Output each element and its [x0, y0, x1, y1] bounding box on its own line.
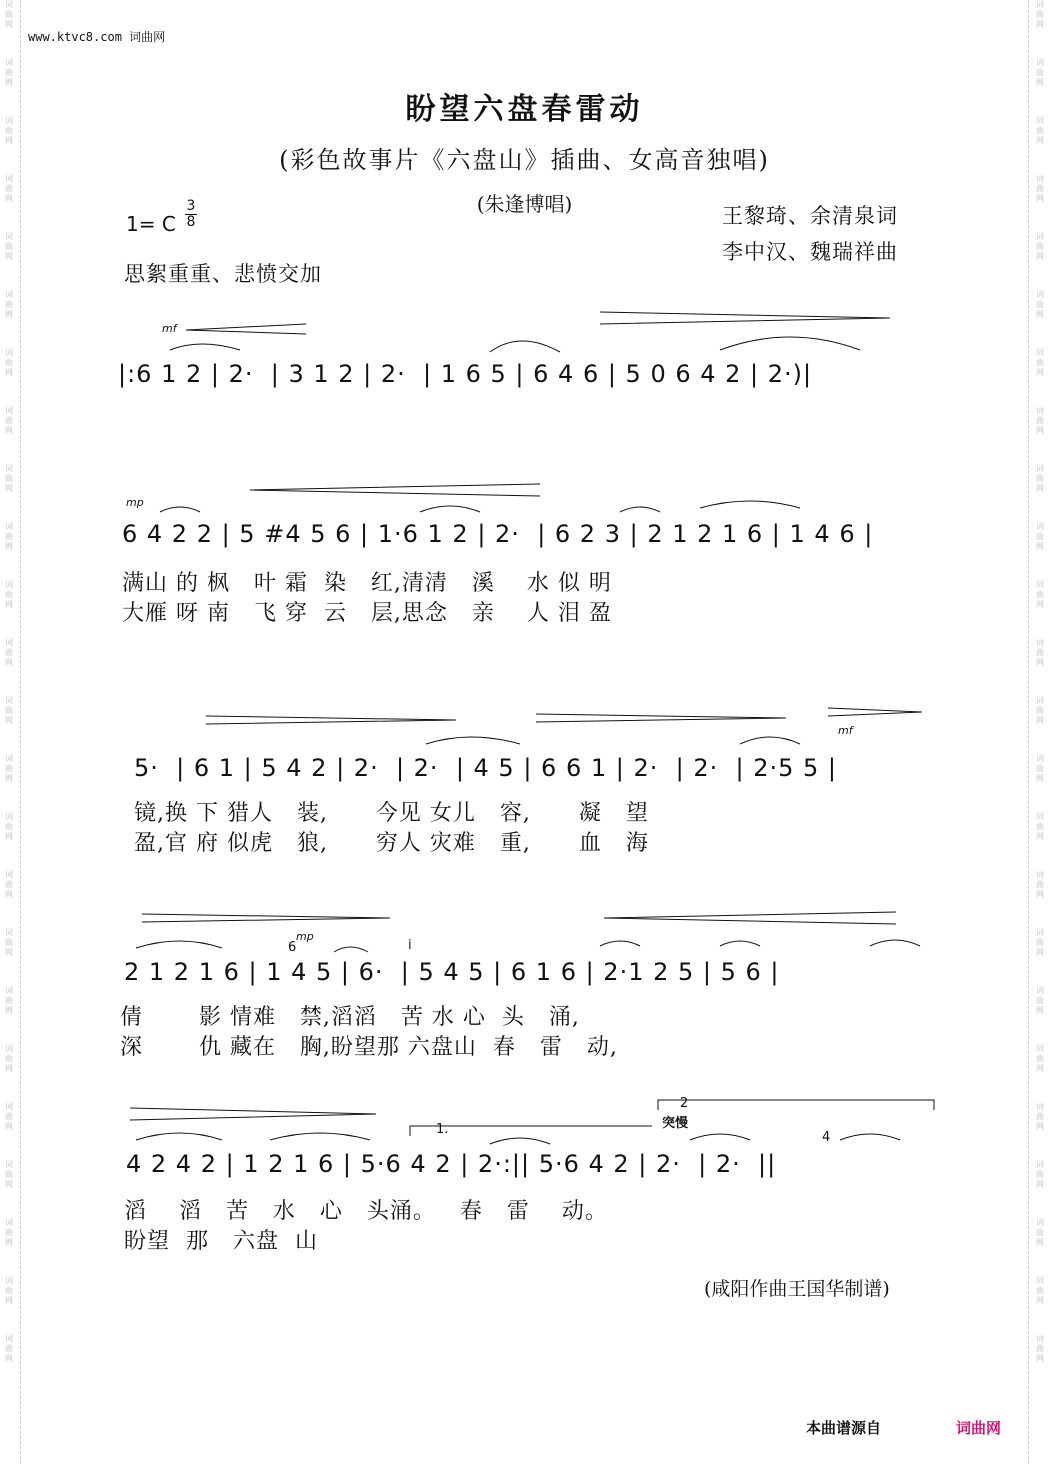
watermark-glyph: 网 — [5, 832, 13, 841]
decrescendo-hairpin — [600, 312, 890, 324]
watermark-glyph: 网 — [1036, 1354, 1044, 1363]
watermark-glyph: 曲 — [1036, 358, 1044, 367]
watermark-glyph: 曲 — [1036, 242, 1044, 251]
watermark-glyph: 网 — [1036, 20, 1044, 29]
watermark-glyph: 词 — [1036, 174, 1044, 183]
watermark-glyph-group — [0, 1160, 18, 1190]
watermark-glyph: 词 — [5, 348, 13, 357]
composer-credit: 李中汉、魏瑞祥曲 — [722, 240, 898, 264]
watermark-glyph: 网 — [1036, 774, 1044, 783]
watermark-glyph: 词 — [1036, 696, 1044, 705]
watermark-glyph: 词 — [5, 522, 13, 531]
slur — [426, 737, 520, 744]
watermark-glyph: 网 — [1036, 658, 1044, 667]
crescendo-hairpin — [250, 484, 540, 496]
watermark-glyph: 词 — [5, 1102, 13, 1111]
watermark-glyph: 网 — [5, 1238, 13, 1247]
watermark-glyph: 词 — [1036, 406, 1044, 415]
notation-line-1: |:6 1 2 | 2· | 3 1 2 | 2· | 1 6 5 | 6 4 6 | 5 0 6 4 2 | 2·)| — [118, 360, 813, 388]
notation-line-3: 5· | 6 1 | 5 4 2 | 2· | 2· | 4 5 | 6 6 1 | 2· | 2· | 2·5 5 | — [134, 754, 837, 782]
watermark-glyph-group — [1031, 1334, 1049, 1364]
watermark-glyph-group — [1031, 812, 1049, 842]
watermark-glyph: 曲 — [1036, 184, 1044, 193]
watermark-glyph: 词 — [1036, 1160, 1044, 1169]
watermark-glyph-group — [0, 0, 18, 30]
left-border-line — [20, 0, 21, 1464]
watermark-glyph: 网 — [5, 252, 13, 261]
watermark-glyph: 词 — [1036, 1044, 1044, 1053]
watermark-glyph: 网 — [5, 78, 13, 87]
first-ending-label: 1. — [436, 1122, 449, 1137]
watermark-glyph: 网 — [1036, 1064, 1044, 1073]
slur — [700, 501, 800, 508]
watermark-glyph: 曲 — [1036, 764, 1044, 773]
watermark-glyph: 网 — [1036, 252, 1044, 261]
watermark-glyph: 曲 — [5, 242, 13, 251]
song-title: 盼望六盘春雷动 — [405, 92, 644, 127]
watermark-glyph-group — [1031, 870, 1049, 900]
watermark-glyph: 词 — [1036, 986, 1044, 995]
watermark-glyph-group — [1031, 986, 1049, 1016]
watermark-glyph-group — [0, 1276, 18, 1306]
watermark-glyph: 词 — [1036, 232, 1044, 241]
watermark-glyph: 网 — [5, 948, 13, 957]
slur — [490, 1138, 550, 1144]
watermark-glyph-group — [1031, 290, 1049, 320]
slur — [600, 941, 640, 946]
watermark-glyph: 网 — [5, 542, 13, 551]
tempo-mark: 突慢 — [662, 1116, 689, 1131]
watermark-glyph: 词 — [5, 638, 13, 647]
watermark-glyph: 曲 — [5, 532, 13, 541]
time-signature-top: 3 — [186, 198, 196, 214]
watermark-glyph: 词 — [5, 232, 13, 241]
watermark-glyph: 曲 — [5, 1344, 13, 1353]
transcriber-credit: (咸阳作曲王国华制谱) — [704, 1278, 890, 1300]
decrescendo-hairpin — [130, 1108, 376, 1120]
watermark-glyph-group — [0, 406, 18, 436]
notation-line-2: 6 4 2 2 | 5 #4 5 6 | 1·6 1 2 | 2· | 6 2 3 | 2 1 2 1 6 | 1 4 6 | — [122, 520, 874, 548]
performance-mood: 思絮重重、悲愤交加 — [124, 262, 322, 286]
watermark-glyph: 曲 — [5, 474, 13, 483]
watermark-glyph: 网 — [1036, 1122, 1044, 1131]
dynamic-mark: mf — [838, 724, 853, 737]
watermark-glyph-group — [1031, 522, 1049, 552]
watermark-glyph-group — [1031, 1102, 1049, 1132]
singer-credit: (朱逢博唱) — [476, 192, 573, 216]
watermark-glyph: 曲 — [5, 184, 13, 193]
key-signature: 1= C — [126, 212, 176, 236]
watermark-glyph-group — [1031, 1218, 1049, 1248]
watermark-glyph: 词 — [5, 0, 13, 9]
watermark-glyph: 曲 — [5, 706, 13, 715]
watermark-glyph-group — [1031, 232, 1049, 262]
lyric-line-5-verse-2: 盼望 那 六盘 山 — [124, 1229, 318, 1254]
watermark-glyph: 网 — [1036, 426, 1044, 435]
decrescendo-hairpin — [206, 716, 456, 724]
decrescendo-hairpin — [536, 714, 786, 722]
watermark-glyph-group — [0, 290, 18, 320]
watermark-glyph: 词 — [5, 812, 13, 821]
watermark-glyph: 曲 — [1036, 126, 1044, 135]
watermark-glyph: 曲 — [1036, 1228, 1044, 1237]
watermark-glyph: 词 — [1036, 580, 1044, 589]
watermark-glyph: 曲 — [5, 822, 13, 831]
slur — [740, 737, 800, 744]
watermark-glyph-group — [1031, 754, 1049, 784]
slur — [160, 507, 200, 512]
watermark-glyph: 词 — [1036, 812, 1044, 821]
watermark-glyph: 词 — [5, 1044, 13, 1053]
slur — [720, 337, 860, 350]
watermark-glyph: 词 — [5, 406, 13, 415]
footer-source-label: 本曲谱源自 — [806, 1419, 882, 1437]
watermark-glyph: 网 — [1036, 542, 1044, 551]
watermark-glyph-group — [1031, 696, 1049, 726]
lyric-line-4-verse-2: 深 仇 藏在 胸,盼望那 六盘山 春 雷 动, — [120, 1035, 618, 1060]
watermark-glyph: 曲 — [1036, 532, 1044, 541]
watermark-glyph: 曲 — [5, 880, 13, 889]
watermark-glyph: 词 — [1036, 870, 1044, 879]
watermark-glyph: 网 — [5, 20, 13, 29]
watermark-glyph-group — [1031, 348, 1049, 378]
time-signature-bottom: 8 — [186, 214, 196, 230]
watermark-glyph: 曲 — [5, 1054, 13, 1063]
watermark-glyph: 词 — [5, 58, 13, 67]
watermark-glyph: 词 — [5, 870, 13, 879]
watermark-glyph: 网 — [5, 1064, 13, 1073]
lyric-line-3-verse-2: 盈,官 府 似虎 狼, 穷人 灾难 重, 血 海 — [134, 831, 649, 856]
watermark-glyph: 曲 — [1036, 10, 1044, 19]
lyric-line-3-verse-1: 镜,换 下 猎人 装, 今见 女儿 容, 凝 望 — [134, 801, 649, 826]
watermark-glyph: 网 — [1036, 1006, 1044, 1015]
slur — [690, 1134, 750, 1140]
slur — [170, 344, 240, 350]
watermark-glyph: 网 — [1036, 194, 1044, 203]
watermark-glyph: 曲 — [1036, 1170, 1044, 1179]
watermark-glyph-group — [0, 1044, 18, 1074]
watermark-glyph: 曲 — [5, 10, 13, 19]
watermark-glyph: 曲 — [5, 1286, 13, 1295]
lyric-line-4-verse-1: 倩 影 情难 禁,滔滔 苦 水 心 头 涌, — [120, 1005, 580, 1030]
crescendo-hairpin — [186, 324, 306, 334]
watermark-glyph-group — [1031, 1044, 1049, 1074]
watermark-glyph: 曲 — [1036, 822, 1044, 831]
watermark-glyph: 词 — [5, 754, 13, 763]
watermark-glyph: 词 — [1036, 522, 1044, 531]
watermark-glyph: 词 — [5, 1160, 13, 1169]
dynamic-mark: mf — [162, 322, 177, 335]
watermark-glyph: 词 — [1036, 754, 1044, 763]
right-watermark-strip — [1031, 0, 1049, 1464]
lyricist-credit: 王黎琦、余清泉词 — [722, 204, 898, 228]
notation-line-4: 2 1 2 1 6 | 1 4 5 | 6· | 5 4 5 | 6 1 6 | 2·1 2 5 | 5 6 | — [124, 958, 780, 986]
watermark-glyph: 网 — [1036, 1238, 1044, 1247]
watermark-glyph: 网 — [5, 600, 13, 609]
watermark-glyph: 词 — [5, 116, 13, 125]
watermark-glyph: 网 — [5, 310, 13, 319]
watermark-glyph-group — [0, 928, 18, 958]
watermark-glyph: 网 — [1036, 890, 1044, 899]
watermark-glyph: 词 — [5, 1276, 13, 1285]
watermark-glyph: 网 — [1036, 832, 1044, 841]
watermark-glyph: 网 — [1036, 484, 1044, 493]
watermark-glyph-group — [0, 1218, 18, 1248]
right-border-line — [1028, 0, 1029, 1464]
watermark-glyph-group — [1031, 580, 1049, 610]
second-ending-bracket — [658, 1100, 934, 1110]
lyric-line-5-verse-1: 滔 滔 苦 水 心 头涌。 春 雷 动。 — [124, 1199, 608, 1224]
watermark-glyph: 词 — [1036, 1276, 1044, 1285]
watermark-glyph: 网 — [5, 1122, 13, 1131]
song-subtitle: (彩色故事片《六盘山》插曲、女高音独唱) — [279, 146, 770, 174]
lyric-line-2-verse-1: 满山 的 枫 叶 霜 染 红,清清 溪 水 似 明 — [122, 571, 612, 596]
slur — [870, 940, 920, 946]
watermark-glyph-group — [0, 464, 18, 494]
watermark-glyph: 曲 — [1036, 1344, 1044, 1353]
watermark-glyph: 网 — [1036, 368, 1044, 377]
slur — [420, 506, 480, 512]
watermark-glyph: 词 — [5, 174, 13, 183]
watermark-glyph: 曲 — [5, 126, 13, 135]
watermark-glyph: 网 — [5, 484, 13, 493]
watermark-glyph: 词 — [5, 928, 13, 937]
watermark-glyph-group — [0, 232, 18, 262]
grace-note: i — [408, 938, 412, 953]
watermark-glyph: 词 — [1036, 1334, 1044, 1343]
watermark-glyph: 曲 — [1036, 300, 1044, 309]
watermark-glyph: 曲 — [5, 416, 13, 425]
watermark-glyph: 曲 — [1036, 880, 1044, 889]
watermark-glyph: 网 — [5, 1296, 13, 1305]
watermark-glyph-group — [0, 754, 18, 784]
watermark-glyph: 网 — [5, 1354, 13, 1363]
watermark-glyph: 曲 — [5, 1112, 13, 1121]
second-ending-label: 2 — [680, 1096, 689, 1111]
watermark-glyph: 曲 — [5, 1228, 13, 1237]
watermark-glyph-group — [1031, 928, 1049, 958]
watermark-glyph: 曲 — [1036, 1112, 1044, 1121]
dynamic-mark: mp — [296, 930, 314, 943]
slur — [334, 947, 368, 952]
decrescendo-hairpin — [828, 708, 922, 716]
watermark-glyph-group — [0, 580, 18, 610]
watermark-glyph-group — [0, 638, 18, 668]
watermark-glyph: 曲 — [5, 938, 13, 947]
watermark-glyph-group — [0, 522, 18, 552]
watermark-glyph: 词 — [5, 580, 13, 589]
watermark-glyph: 词 — [5, 696, 13, 705]
watermark-glyph: 词 — [5, 1218, 13, 1227]
watermark-glyph: 词 — [1036, 348, 1044, 357]
watermark-glyph: 曲 — [5, 1170, 13, 1179]
watermark-glyph: 词 — [1036, 116, 1044, 125]
watermark-glyph-group — [0, 812, 18, 842]
decrescendo-hairpin — [142, 914, 390, 922]
watermark-glyph-group — [1031, 0, 1049, 30]
watermark-glyph: 词 — [5, 1334, 13, 1343]
watermark-glyph-group — [1031, 406, 1049, 436]
slur — [720, 941, 760, 946]
grace-note: 6 — [288, 940, 297, 955]
grace-note: 4 — [822, 1130, 831, 1145]
watermark-glyph: 网 — [5, 426, 13, 435]
slur — [620, 507, 660, 512]
watermark-glyph: 网 — [5, 1180, 13, 1189]
slur — [840, 1134, 900, 1140]
watermark-glyph: 词 — [1036, 0, 1044, 9]
watermark-glyph: 曲 — [5, 358, 13, 367]
watermark-glyph: 网 — [5, 658, 13, 667]
watermark-glyph: 网 — [1036, 1180, 1044, 1189]
slur — [136, 1133, 222, 1140]
watermark-glyph: 网 — [1036, 136, 1044, 145]
watermark-glyph-group — [0, 348, 18, 378]
watermark-glyph-group — [1031, 464, 1049, 494]
watermark-glyph: 曲 — [1036, 416, 1044, 425]
watermark-glyph: 网 — [5, 774, 13, 783]
notation-line-5: 4 2 4 2 | 1 2 1 6 | 5·6 4 2 | 2·:|| 5·6 4 2 | 2· | 2· || — [126, 1150, 777, 1178]
watermark-glyph-group — [1031, 1160, 1049, 1190]
watermark-glyph: 曲 — [1036, 1286, 1044, 1295]
watermark-glyph: 曲 — [1036, 68, 1044, 77]
crescendo-hairpin — [604, 912, 896, 924]
watermark-glyph: 词 — [1036, 928, 1044, 937]
watermark-glyph: 词 — [1036, 464, 1044, 473]
watermark-glyph: 词 — [1036, 1218, 1044, 1227]
watermark-glyph: 网 — [1036, 1296, 1044, 1305]
watermark-glyph-group — [0, 1334, 18, 1364]
watermark-glyph: 曲 — [5, 590, 13, 599]
watermark-glyph: 网 — [5, 890, 13, 899]
dynamic-mark: mp — [126, 496, 144, 509]
watermark-glyph: 词 — [5, 986, 13, 995]
time-signature — [185, 199, 197, 230]
watermark-glyph: 曲 — [1036, 706, 1044, 715]
watermark-glyph-group — [1031, 638, 1049, 668]
watermark-glyph: 网 — [1036, 948, 1044, 957]
watermark-glyph-group — [0, 870, 18, 900]
watermark-glyph: 曲 — [5, 764, 13, 773]
slur — [490, 341, 560, 352]
watermark-glyph: 网 — [5, 716, 13, 725]
watermark-glyph: 曲 — [5, 300, 13, 309]
site-url[interactable]: www.ktvc8.com 词曲网 — [28, 30, 166, 44]
watermark-glyph: 曲 — [1036, 648, 1044, 657]
slur — [136, 941, 222, 948]
watermark-glyph: 词 — [5, 290, 13, 299]
watermark-glyph: 网 — [1036, 310, 1044, 319]
watermark-glyph-group — [0, 1102, 18, 1132]
watermark-glyph: 网 — [1036, 716, 1044, 725]
slur — [270, 1133, 370, 1140]
watermark-glyph: 曲 — [5, 68, 13, 77]
watermark-glyph: 曲 — [5, 648, 13, 657]
watermark-glyph: 曲 — [1036, 1054, 1044, 1063]
watermark-glyph: 网 — [5, 136, 13, 145]
watermark-glyph: 网 — [1036, 600, 1044, 609]
watermark-glyph: 网 — [1036, 78, 1044, 87]
watermark-glyph: 曲 — [1036, 996, 1044, 1005]
watermark-glyph: 曲 — [1036, 590, 1044, 599]
watermark-glyph: 网 — [5, 368, 13, 377]
watermark-glyph-group — [0, 696, 18, 726]
watermark-glyph: 曲 — [1036, 474, 1044, 483]
watermark-glyph: 词 — [1036, 1102, 1044, 1111]
watermark-glyph: 词 — [1036, 290, 1044, 299]
watermark-glyph-group — [0, 986, 18, 1016]
left-watermark-strip — [0, 0, 18, 1464]
watermark-glyph: 词 — [5, 464, 13, 473]
lyric-line-2-verse-2: 大雁 呀 南 飞 穿 云 层,思念 亲 人 泪 盈 — [122, 601, 612, 626]
watermark-glyph: 曲 — [5, 996, 13, 1005]
watermark-glyph: 网 — [5, 1006, 13, 1015]
footer-site-link[interactable]: 词曲网 — [956, 1419, 1002, 1437]
watermark-glyph: 曲 — [1036, 938, 1044, 947]
watermark-glyph-group — [1031, 1276, 1049, 1306]
watermark-glyph: 词 — [1036, 58, 1044, 67]
watermark-glyph: 网 — [5, 194, 13, 203]
watermark-glyph: 词 — [1036, 638, 1044, 647]
